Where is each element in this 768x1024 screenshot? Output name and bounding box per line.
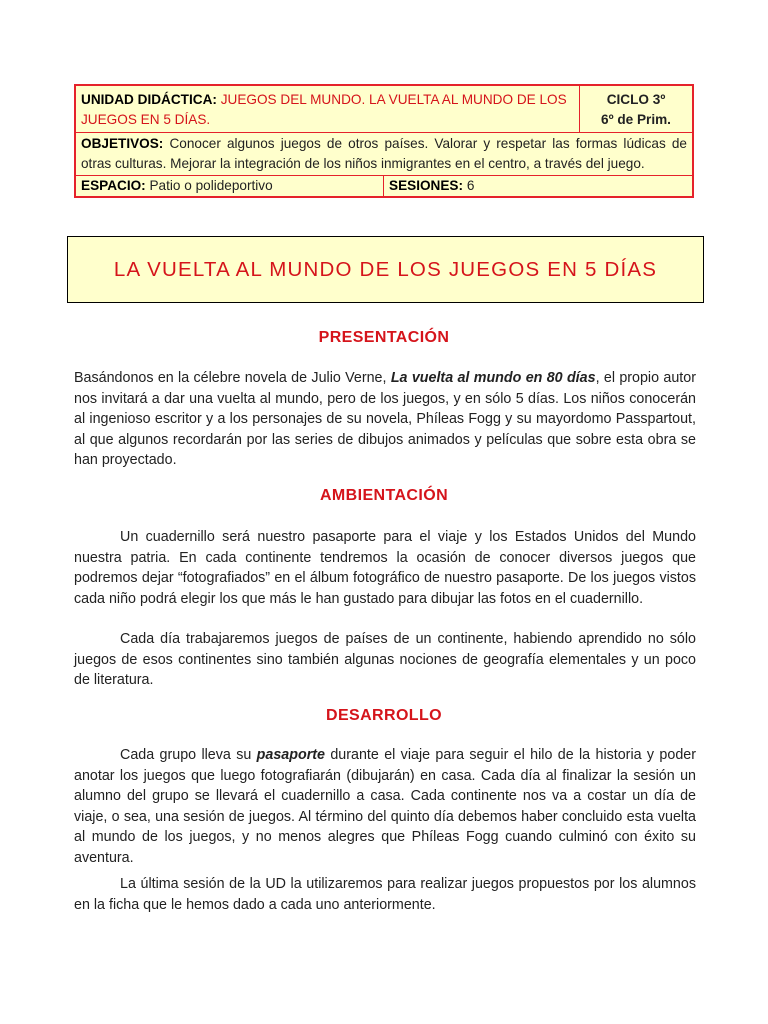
objetivos-cell	[76, 133, 692, 175]
presentacion-text-end: , el propio autor nos invitará a dar una vuelta al mundo, pero de los juegos, y en sólo 5 días. Los niños conocerán al ingenioso escritor y a los personajes de su novela, Phíleas Fogg y su mayordomo Passpartout, al que algunos recordarán por las series de dibujos animados y películas que sobre esta obra se han proyectado.	[74, 370, 696, 469]
header-row-espacio	[76, 176, 692, 196]
ambientacion-paragraph-1: Un cuadernillo será nuestro pasaporte para el viaje y los Estados Unidos del Mundo nuestra patria. En cada continente tendremos la ocasión de conocer diversos juegos que podremos dejar “fotografiados” en el álbum fotográfico de nuestro pasaporte. De los juegos vistos cada niño podrá elegir los que más le han gustado para dibujar las fotos en el cuadernillo.	[74, 529, 696, 607]
desarrollo-text-start: Cada grupo lleva su	[120, 747, 257, 763]
ambientacion-paragraph-2: Cada día trabajaremos juegos de países de un continente, habiendo aprendido no sólo juegos de esos continentes sino también algunas nociones de geografía elementales y un poco de literatura.	[74, 631, 696, 689]
header-row-unidad	[76, 86, 692, 133]
presentacion-paragraph	[74, 368, 696, 471]
espacio-value: Patio o polideportivo	[149, 178, 273, 193]
document-title: LA VUELTA AL MUNDO DE LOS JUEGOS EN 5 DÍAS	[113, 258, 658, 281]
unit-header-table	[74, 84, 694, 198]
curso-text: 6º de Prim.	[601, 112, 671, 127]
document-title-box	[67, 236, 704, 303]
unidad-value: JUEGOS DEL MUNDO. LA VUELTA AL MUNDO DE LOS JUEGOS EN 5 DÍAS.	[81, 92, 567, 127]
ciclo-cell	[580, 86, 692, 132]
espacio-cell	[76, 176, 384, 196]
desarrollo-heading: DESARROLLO	[326, 707, 442, 724]
header-row-objetivos	[76, 133, 692, 176]
objetivos-text: Conocer algunos juegos de otros países. Valorar y respetar las formas lúdicas de otras culturas. Mejorar la integración de los niños inmigrantes en el centro, a través del juego.	[81, 136, 687, 171]
espacio-label: ESPACIO:	[81, 178, 146, 193]
desarrollo-paragraph-2: La última sesión de la UD la utilizaremos para realizar juegos propuestos por los alumnos en la ficha que le hemos dado a cada uno anteriormente.	[74, 876, 696, 913]
unidad-label: UNIDAD DIDÁCTICA:	[81, 92, 217, 107]
presentacion-text-start: Basándonos en la célebre novela de Julio Verne,	[74, 370, 391, 386]
book-title: La vuelta al mundo en 80 días	[390, 370, 596, 386]
sesiones-label: SESIONES:	[389, 178, 464, 193]
desarrollo-paragraph-1	[74, 745, 696, 869]
presentacion-heading: PRESENTACIÓN	[318, 329, 450, 346]
objetivos-label: OBJETIVOS:	[81, 136, 164, 151]
sesiones-cell	[384, 176, 479, 196]
pasaporte-emphasis: pasaporte	[256, 747, 325, 763]
ciclo-text: CICLO 3º	[606, 92, 666, 107]
desarrollo-text-end: durante el viaje para seguir el hilo de la historia y poder anotar los juegos que luego fotografiarán (dibujarán) en casa. Cada día al finalizar la sesión un alumno del grupo se llevará el cuadernillo a casa. Cada continente nos va a costar un día de viaje, o sea, una sesión de juegos. Al término del quinto día debemos haber concluido esta vuelta al mundo de los juegos, y no menos alegres que Phíleas Fogg cuando culminó con éxito su aventura.	[74, 747, 696, 866]
ambientacion-heading: AMBIENTACIÓN	[319, 487, 449, 504]
sesiones-value: 6	[466, 178, 475, 193]
unidad-cell	[76, 86, 580, 132]
